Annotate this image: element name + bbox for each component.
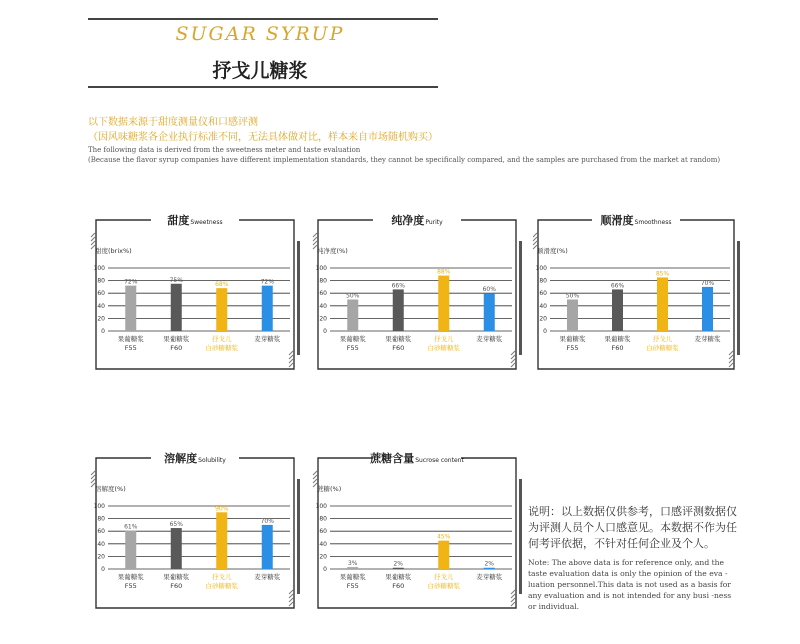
y-tick-label: 60 bbox=[539, 290, 547, 298]
hatch-mark bbox=[533, 241, 537, 245]
category-label: 果葡糖浆 bbox=[385, 573, 412, 581]
y-tick-label: 40 bbox=[319, 302, 327, 310]
category-label: 果葡糖浆 bbox=[559, 335, 586, 343]
hatch-mark bbox=[289, 363, 293, 367]
chart-svg bbox=[310, 451, 524, 616]
frame-side-strip bbox=[519, 241, 522, 355]
y-axis-label: 顺滑度(%) bbox=[537, 247, 568, 255]
category-label-sub: F60 bbox=[170, 582, 183, 590]
bar bbox=[216, 288, 227, 331]
frame-side-strip bbox=[297, 241, 300, 355]
category-label: 抒戈儿 bbox=[212, 573, 232, 581]
bar bbox=[216, 512, 227, 569]
chart-title bbox=[370, 451, 464, 465]
hatch-mark bbox=[511, 598, 515, 602]
intro-line-4: (Because the flavor syrup companies have different implementation standards, they cannot be specifically compared, and the samples are purchased from the market at random) bbox=[88, 156, 721, 164]
bar-value-label: 90% bbox=[215, 505, 229, 513]
bar bbox=[438, 541, 449, 569]
hatch-mark bbox=[729, 355, 733, 359]
category-label-sub: F60 bbox=[392, 344, 405, 352]
category-label-sub: 白砂糖糖浆 bbox=[427, 344, 460, 352]
category-label: 果葡糖浆 bbox=[339, 573, 366, 581]
category-label-sub: F55 bbox=[346, 344, 359, 352]
bar bbox=[484, 568, 495, 569]
y-tick-label: 0 bbox=[323, 328, 327, 335]
category-label: 果葡糖浆 bbox=[604, 335, 631, 343]
bar bbox=[347, 567, 358, 569]
top-divider bbox=[88, 18, 438, 20]
y-tick-label: 20 bbox=[97, 553, 105, 561]
hatch-mark bbox=[289, 598, 293, 602]
chart-svg bbox=[88, 451, 302, 616]
sweetness-chart-panel bbox=[88, 213, 302, 377]
category-label-sub: F60 bbox=[392, 582, 405, 590]
hatch-mark bbox=[289, 602, 293, 606]
category-label-sub: 白砂糖糖浆 bbox=[427, 582, 460, 590]
bar-value-label: 70% bbox=[700, 279, 715, 287]
frame-side-strip bbox=[297, 479, 300, 594]
chart-title bbox=[167, 213, 222, 227]
hatch-mark bbox=[511, 351, 515, 355]
bar-value-label: 68% bbox=[215, 281, 229, 289]
hatch-mark bbox=[511, 363, 515, 367]
chart-title-cn: 顺滑度 bbox=[600, 214, 634, 227]
bar bbox=[262, 525, 273, 569]
y-tick-label: 40 bbox=[539, 302, 547, 310]
y-tick-label: 40 bbox=[97, 540, 105, 548]
y-tick-label: 100 bbox=[315, 265, 327, 272]
chart-svg bbox=[310, 213, 524, 377]
hatch-mark bbox=[729, 363, 733, 367]
category-label: 果葡糖浆 bbox=[385, 335, 412, 343]
category-label-sub: 白砂糖糖浆 bbox=[205, 344, 238, 352]
bar-value-label: 61% bbox=[124, 523, 138, 531]
hatch-mark bbox=[729, 359, 733, 363]
bar bbox=[262, 286, 273, 331]
category-label: 果葡糖浆 bbox=[163, 335, 190, 343]
y-axis-label: 甜度(brix%) bbox=[95, 247, 132, 255]
chart-title bbox=[391, 213, 443, 227]
y-tick-label: 100 bbox=[535, 265, 547, 272]
hatch-mark bbox=[313, 471, 317, 475]
bar bbox=[657, 277, 668, 331]
category-label: 麦芽糖浆 bbox=[254, 573, 281, 581]
hatch-mark bbox=[511, 590, 515, 594]
hatch-mark bbox=[313, 241, 317, 245]
category-label-sub: F60 bbox=[611, 344, 624, 352]
brand-title-en: SUGAR SYRUP bbox=[175, 23, 345, 45]
hatch-mark bbox=[289, 359, 293, 363]
y-tick-label: 80 bbox=[97, 515, 105, 523]
bar-value-label: 66% bbox=[610, 282, 625, 290]
chart-svg bbox=[530, 213, 742, 377]
bar-value-label: 66% bbox=[391, 282, 405, 290]
frame-side-strip bbox=[519, 479, 522, 594]
category-label: 抒戈儿 bbox=[434, 335, 454, 343]
y-tick-label: 20 bbox=[539, 315, 547, 323]
bar-value-label: 70% bbox=[260, 517, 274, 525]
category-label: 果葡糖浆 bbox=[339, 335, 366, 343]
bar-value-label: 50% bbox=[346, 292, 360, 300]
note-en: Note: The above data is for reference only, and the taste evaluation data is only the opinion of the eva -luation personnel.This data is not used as a basis for any evaluation and is not intended for any busi -ness or individual. bbox=[528, 558, 732, 611]
category-label-sub: 白砂糖糖浆 bbox=[646, 344, 679, 352]
bar-value-label: 75% bbox=[169, 276, 183, 284]
bar bbox=[612, 289, 623, 331]
category-label-sub: F55 bbox=[566, 344, 579, 352]
category-label-sub: F55 bbox=[124, 344, 137, 352]
hatch-mark bbox=[91, 237, 95, 241]
category-label: 麦芽糖浆 bbox=[694, 335, 721, 343]
hatch-mark bbox=[91, 479, 95, 483]
category-label: 麦芽糖浆 bbox=[476, 573, 503, 581]
chart-title-en: Sucrose content bbox=[415, 457, 464, 464]
bar bbox=[171, 528, 182, 569]
bar bbox=[393, 289, 404, 331]
category-label: 抒戈儿 bbox=[652, 335, 673, 343]
chart-title-cn: 纯净度 bbox=[391, 214, 425, 227]
y-tick-label: 40 bbox=[97, 302, 105, 310]
intro-line-2: （因风味糖浆各企业执行标准不同，无法具体做对比，样本来自市场随机购买） bbox=[88, 132, 438, 143]
intro-line-1: 以下数据来源于甜度测量仪和口感评测 bbox=[88, 117, 258, 128]
hatch-mark bbox=[313, 479, 317, 483]
y-tick-label: 100 bbox=[93, 265, 105, 272]
category-label: 抒戈儿 bbox=[212, 335, 232, 343]
bar bbox=[125, 286, 136, 331]
y-tick-label: 60 bbox=[97, 290, 105, 298]
y-tick-label: 0 bbox=[101, 328, 105, 335]
y-tick-label: 0 bbox=[101, 566, 105, 573]
category-label-sub: F55 bbox=[346, 582, 359, 590]
smoothness-chart-panel bbox=[530, 213, 742, 377]
hatch-mark bbox=[533, 233, 537, 237]
hatch-mark bbox=[289, 355, 293, 359]
chart-title-cn: 蔗糖含量 bbox=[370, 452, 415, 465]
bar-value-label: 72% bbox=[260, 278, 274, 286]
bar-value-label: 72% bbox=[124, 278, 138, 286]
bar bbox=[702, 287, 713, 331]
bar bbox=[484, 293, 495, 331]
bar-value-label: 3% bbox=[347, 560, 358, 568]
chart-title bbox=[601, 213, 672, 227]
hatch-mark bbox=[511, 602, 515, 606]
hatch-mark bbox=[91, 471, 95, 475]
hatch-mark bbox=[511, 594, 515, 598]
y-tick-label: 20 bbox=[319, 553, 327, 561]
y-tick-label: 80 bbox=[539, 277, 547, 285]
category-label: 抒戈儿 bbox=[434, 573, 454, 581]
category-label: 麦芽糖浆 bbox=[254, 335, 281, 343]
bar bbox=[567, 300, 578, 332]
bar-value-label: 50% bbox=[565, 292, 580, 300]
category-label: 果葡糖浆 bbox=[163, 573, 190, 581]
hatch-mark bbox=[289, 590, 293, 594]
chart-title-en: Solubility bbox=[198, 457, 226, 464]
solubility-chart-panel bbox=[88, 451, 302, 616]
y-axis-label: 蔗糖(%) bbox=[317, 485, 342, 493]
y-tick-label: 100 bbox=[93, 503, 105, 510]
y-axis-label: 纯净度(%) bbox=[317, 247, 348, 255]
y-tick-label: 60 bbox=[97, 528, 105, 536]
hatch-mark bbox=[91, 475, 95, 479]
chart-svg bbox=[88, 213, 302, 377]
bar-value-label: 60% bbox=[482, 286, 496, 294]
y-tick-label: 0 bbox=[543, 328, 547, 335]
hatch-mark bbox=[289, 594, 293, 598]
bar bbox=[125, 531, 136, 569]
bar-value-label: 2% bbox=[484, 560, 495, 568]
sucrose-chart-panel bbox=[310, 451, 524, 616]
y-tick-label: 100 bbox=[315, 503, 327, 510]
hatch-mark bbox=[729, 351, 733, 355]
y-tick-label: 0 bbox=[323, 566, 327, 573]
chart-title-cn: 甜度 bbox=[167, 214, 190, 227]
y-tick-label: 80 bbox=[97, 277, 105, 285]
chart-title-en: Smoothness bbox=[634, 219, 672, 226]
category-label-sub: F55 bbox=[124, 582, 137, 590]
y-axis-label: 溶解度(%) bbox=[95, 485, 126, 493]
y-tick-label: 80 bbox=[319, 515, 327, 523]
intro-line-3: The following data is derived from the sweetness meter and taste evaluation bbox=[88, 146, 361, 154]
y-tick-label: 60 bbox=[319, 290, 327, 298]
bar-value-label: 45% bbox=[437, 533, 451, 541]
purity-chart-panel bbox=[310, 213, 524, 377]
title-divider bbox=[88, 86, 438, 88]
bar-value-label: 85% bbox=[655, 270, 670, 278]
bar bbox=[347, 300, 358, 332]
y-tick-label: 20 bbox=[97, 315, 105, 323]
hatch-mark bbox=[533, 237, 537, 241]
bar bbox=[171, 284, 182, 331]
hatch-mark bbox=[91, 233, 95, 237]
chart-title-en: Purity bbox=[425, 219, 443, 226]
category-label-sub: 白砂糖糖浆 bbox=[205, 582, 238, 590]
chart-title-en: Sweetness bbox=[190, 219, 223, 226]
y-tick-label: 20 bbox=[319, 315, 327, 323]
note-cn: 说明：以上数据仅供参考，口感评测数据仅为评测人员个人口感意见。本数据不作为任何考评依据，不针对任何企业及个人。 bbox=[528, 505, 737, 550]
bar-value-label: 88% bbox=[437, 268, 451, 276]
hatch-mark bbox=[289, 351, 293, 355]
bar-value-label: 2% bbox=[393, 560, 404, 568]
hatch-mark bbox=[313, 233, 317, 237]
hatch-mark bbox=[511, 359, 515, 363]
category-label: 果葡糖浆 bbox=[117, 335, 144, 343]
chart-title bbox=[164, 451, 226, 465]
bar-value-label: 65% bbox=[169, 521, 183, 529]
category-label: 果葡糖浆 bbox=[117, 573, 144, 581]
frame-side-strip bbox=[737, 241, 740, 355]
brand-title-cn: 抒戈儿糖浆 bbox=[212, 60, 308, 82]
hatch-mark bbox=[511, 355, 515, 359]
y-tick-label: 80 bbox=[319, 277, 327, 285]
hatch-mark bbox=[313, 475, 317, 479]
category-label-sub: F60 bbox=[170, 344, 183, 352]
y-tick-label: 40 bbox=[319, 540, 327, 548]
bar bbox=[393, 568, 404, 569]
bar bbox=[438, 276, 449, 331]
y-tick-label: 60 bbox=[319, 528, 327, 536]
chart-title-cn: 溶解度 bbox=[164, 452, 198, 465]
category-label: 麦芽糖浆 bbox=[476, 335, 503, 343]
hatch-mark bbox=[91, 241, 95, 245]
hatch-mark bbox=[313, 237, 317, 241]
